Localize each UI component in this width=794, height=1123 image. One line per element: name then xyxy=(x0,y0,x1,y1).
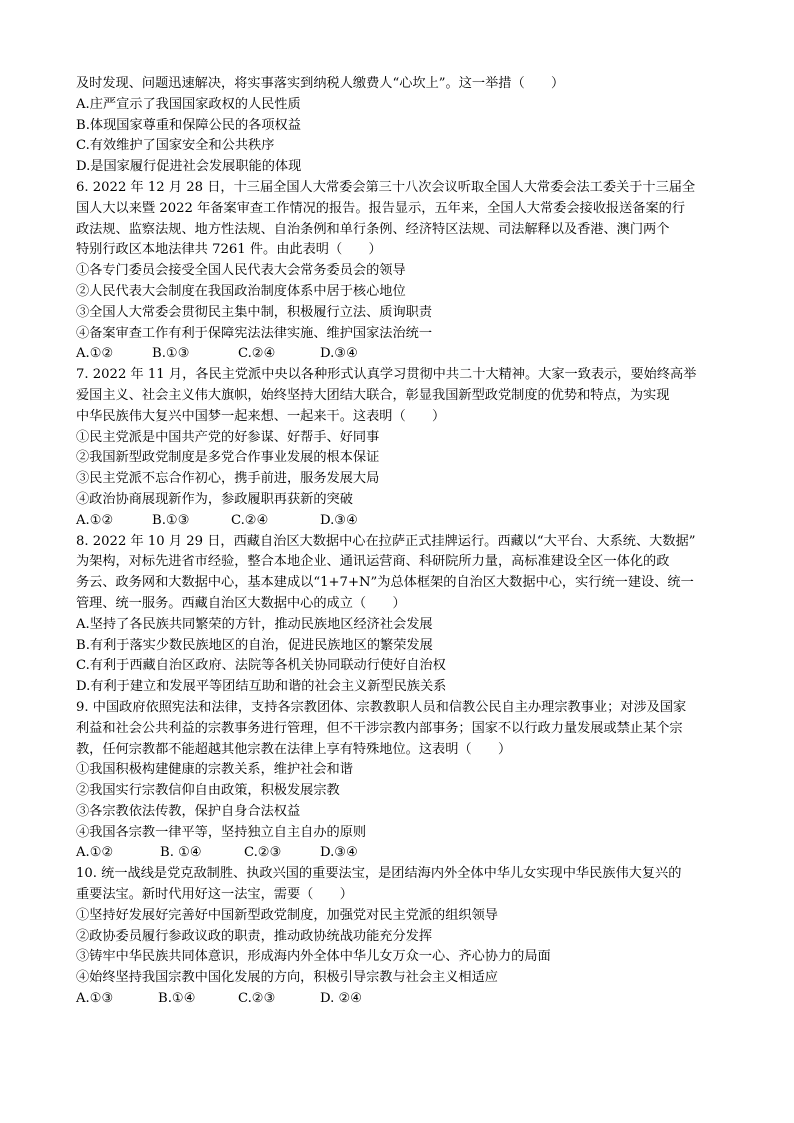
statement-3: ③各宗教依法传教，保护自身合法权益 xyxy=(76,803,301,819)
option-c: C.有效维护了国家安全和公共秩序 xyxy=(76,138,275,154)
statement-4: ④始终坚持我国宗教中国化发展的方向，积极引导宗教与社会主义相适应 xyxy=(76,970,498,986)
question-stem-line: 中华民族伟大复兴中国梦一起来想、一起来干。这表明（ ） xyxy=(76,408,446,424)
question-stem-line: 利益和社会公共利益的宗教事务进行管理，但不干涉宗教内部事务；国家不以行政力量发展或禁止某个宗 xyxy=(76,720,683,736)
question-stem-line: 特别行政区本地法律共 7261 件。由此表明（ ） xyxy=(76,242,382,258)
question-stem-line: 8. 2022 年 10 月 29 日，西藏自治区大数据中心在拉萨正式挂牌运行。西藏以“大平台、大系统、大数据” xyxy=(76,533,696,549)
answer-choices xyxy=(76,511,716,532)
choice-a: A.①③ xyxy=(76,991,114,1007)
statement-4: ④我国各宗教一律平等，坚持独立自主自办的原则 xyxy=(76,824,367,840)
choice-c: C.②③ xyxy=(244,845,282,861)
question-stem-line: 7. 2022 年 11 月，各民主党派中央以各种形式认真学习贯彻中共二十大精神。大家一致表示，要始终高举 xyxy=(76,367,697,383)
option-a: A.庄严宣示了我国国家政权的人民性质 xyxy=(76,96,301,112)
statement-1: ①各专门委员会接受全国人民代表大会常务委员会的领导 xyxy=(76,263,406,279)
statement-4: ④政治协商展现新作为，参政履职再获新的突破 xyxy=(76,491,353,507)
statement-1: ①民主党派是中国共产党的好参谋、好帮手、好同事 xyxy=(76,429,380,445)
choice-d: D.③④ xyxy=(320,346,358,362)
question-stem-line: 国人大以来暨 2022 年备案审查工作情况的报告。报告显示，五年来，全国人大常委会接收报送备案的行 xyxy=(76,200,686,216)
question-stem-line: 10. 统一战线是党克敌制胜、执政兴国的重要法宝，是团结海内外全体中华儿女实现中华民族伟大复兴的 xyxy=(76,866,682,882)
choice-b: B.①④ xyxy=(158,991,196,1007)
question-stem-line: 6. 2022 年 12 月 28 日，十三届全国人大常委会第三十八次会议听取全国人大常委会法工委关于十三届全 xyxy=(76,179,696,195)
choice-c: C.②④ xyxy=(238,346,276,362)
question-6 xyxy=(76,178,716,365)
choice-c: C.②③ xyxy=(238,991,276,1007)
question-9 xyxy=(76,698,716,864)
option-d: D.是国家履行促进社会发展职能的体现 xyxy=(76,159,302,175)
choice-c: C.②④ xyxy=(231,512,269,528)
statement-2: ②政协委员履行参政议政的职责，推动政协统战功能充分发挥 xyxy=(76,928,433,944)
choice-a: A.①② xyxy=(76,845,114,861)
option-c: C.有利于西藏自治区政府、法院等各机关协同联动行使好自治权 xyxy=(76,658,446,674)
question-stem-line: 政法规、监察法规、地方性法规、自治条例和单行条例、经济特区法规、司法解释以及香港、澳门两个 xyxy=(76,221,670,237)
option-b: B.有利于落实少数民族地区的自治，促进民族地区的繁荣发展 xyxy=(76,637,433,653)
statement-3: ③铸牢中华民族共同体意识，形成海内外全体中华儿女万众一心、齐心协力的局面 xyxy=(76,949,551,965)
statement-2: ②人民代表大会制度在我国政治制度体系中居于核心地位 xyxy=(76,283,406,299)
question-5 xyxy=(76,74,716,178)
question-10 xyxy=(76,864,716,1010)
exam-page xyxy=(76,74,716,1010)
choice-b: B.①③ xyxy=(152,346,190,362)
statement-2: ②我国新型政党制度是多党合作事业发展的根本保证 xyxy=(76,450,380,466)
question-stem-line: 教，任何宗教都不能超越其他宗教在法律上享有特殊地位。这表明（ ） xyxy=(76,741,512,757)
option-a: A.坚持了各民族共同繁荣的方针，推动民族地区经济社会发展 xyxy=(76,616,433,632)
answer-choices xyxy=(76,344,716,365)
option-d: D.有利于建立和发展平等团结互助和谐的社会主义新型民族关系 xyxy=(76,679,447,695)
answer-choices xyxy=(76,843,716,864)
question-stem-line: 9. 中国政府依照宪法和法律，支持各宗教团体、宗教教职人员和信教公民自主办理宗教事业；对涉及国家 xyxy=(76,699,687,715)
choice-a: A.①② xyxy=(76,512,114,528)
question-stem-line: 管理、统一服务。西藏自治区大数据中心的成立（ ） xyxy=(76,595,406,611)
statement-4: ④备案审查工作有利于保障宪法法律实施、维护国家法治统一 xyxy=(76,325,433,341)
question-stem-line: 重要法宝。新时代用好这一法宝，需要（ ） xyxy=(76,887,353,903)
question-7 xyxy=(76,365,716,531)
choice-d: D.③④ xyxy=(320,512,358,528)
statement-3: ③全国人大常委会贯彻民主集中制，积极履行立法、质询职责 xyxy=(76,304,433,320)
statement-3: ③民主党派不忘合作初心，携手前进，服务发展大局 xyxy=(76,471,380,487)
question-stem-line: 为架构，对标先进省市经验，整合本地企业、通讯运营商、科研院所力量，高标准建设全区一体化的政 xyxy=(76,554,670,570)
option-b: B.体现国家尊重和保障公民的各项权益 xyxy=(76,117,301,133)
question-stem-line: 爱国主义、社会主义伟大旗帜，始终坚持大团结大联合，彰显我国新型政党制度的优势和特点，为实现 xyxy=(76,387,670,403)
statement-2: ②我国实行宗教信仰自由政策，积极发展宗教 xyxy=(76,783,340,799)
question-stem-line: 及时发现、问题迅速解决，将实事落实到纳税人缴费人“心坎上”。这一举措（ ） xyxy=(76,76,565,91)
choice-d: D.③④ xyxy=(320,845,358,861)
question-stem-line: 务云、政务网和大数据中心，基本建成以“1+7+N”为总体框架的自治区大数据中心，实行统一建设、统一 xyxy=(76,575,694,591)
choice-b: B. ①④ xyxy=(160,845,202,861)
choice-a: A.①② xyxy=(76,346,114,362)
choice-d: D. ②④ xyxy=(320,991,363,1007)
statement-1: ①我国积极构建健康的宗教关系，维护社会和谐 xyxy=(76,762,353,778)
question-8 xyxy=(76,532,716,698)
answer-choices xyxy=(76,989,716,1010)
choice-b: B.①③ xyxy=(152,512,190,528)
statement-1: ①坚持好发展好完善好中国新型政党制度，加强党对民主党派的组织领导 xyxy=(76,907,498,923)
